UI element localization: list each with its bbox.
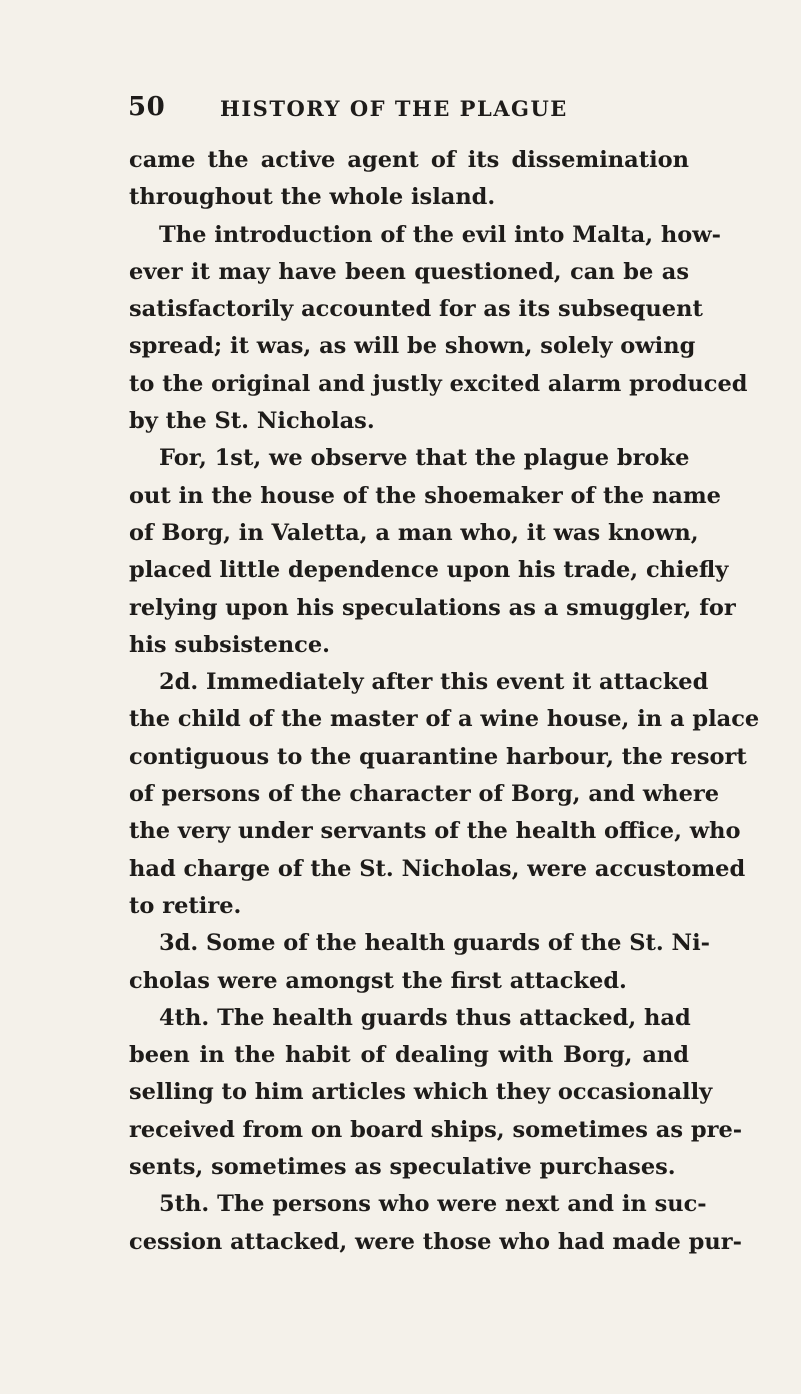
text-line: satisfactorily accounted for as its subsequent (129, 296, 703, 323)
text-line: the very under servants of the health office, who (129, 818, 741, 845)
text-line: been in the habit of dealing with Borg, and (129, 1042, 689, 1069)
text-line: relying upon his speculations as a smuggler, for (129, 594, 736, 621)
text-line: cession attacked, were those who had made pur- (129, 1228, 742, 1255)
text-line: had charge of the St. Nicholas, were accustomed (129, 855, 746, 882)
text-line: throughout the whole island. (129, 184, 496, 211)
text-line: 4th. The health guards thus attacked, had (159, 1004, 691, 1031)
running-title: HISTORY OF THE PLAGUE (220, 96, 568, 121)
text-line: of Borg, in Valetta, a man who, it was known, (129, 519, 699, 546)
page-header (128, 92, 688, 132)
text-line: to the original and justly excited alarm produced (129, 370, 748, 397)
text-line: 5th. The persons who were next and in suc- (159, 1191, 707, 1218)
text-line: received from on board ships, sometimes as pre- (129, 1116, 743, 1143)
page-number: 50 (128, 92, 166, 122)
text-line: to retire. (129, 892, 242, 919)
text-line: out in the house of the shoemaker of the name (129, 482, 721, 509)
text-line: came the active agent of its dissemination (129, 147, 689, 173)
text-line: the child of the master of a wine house, in a place (129, 706, 760, 733)
text-line: selling to him articles which they occasionally (129, 1079, 713, 1106)
text-line: 3d. Some of the health guards of the St. Ni- (159, 930, 711, 957)
text-line: cholas were amongst the first attacked. (129, 967, 627, 994)
text-line: The introduction of the evil into Malta, how- (159, 221, 721, 248)
text-line: by the St. Nicholas. (129, 408, 375, 435)
body-text (129, 142, 760, 1261)
text-line: 2d. Immediately after this event it attacked (159, 669, 709, 696)
text-line: contiguous to the quarantine harbour, the resort (129, 743, 747, 770)
text-line: of persons of the character of Borg, and where (129, 781, 720, 808)
text-line: placed little dependence upon his trade, chiefly (129, 557, 729, 584)
text-line: spread; it was, as will be shown, solely owing (129, 333, 696, 360)
text-line: ever it may have been questioned, can be as (129, 258, 689, 285)
text-line: his subsistence. (129, 631, 330, 658)
text-line: For, 1st, we observe that the plague broke (159, 445, 690, 472)
text-line: sents, sometimes as speculative purchases. (129, 1154, 676, 1181)
